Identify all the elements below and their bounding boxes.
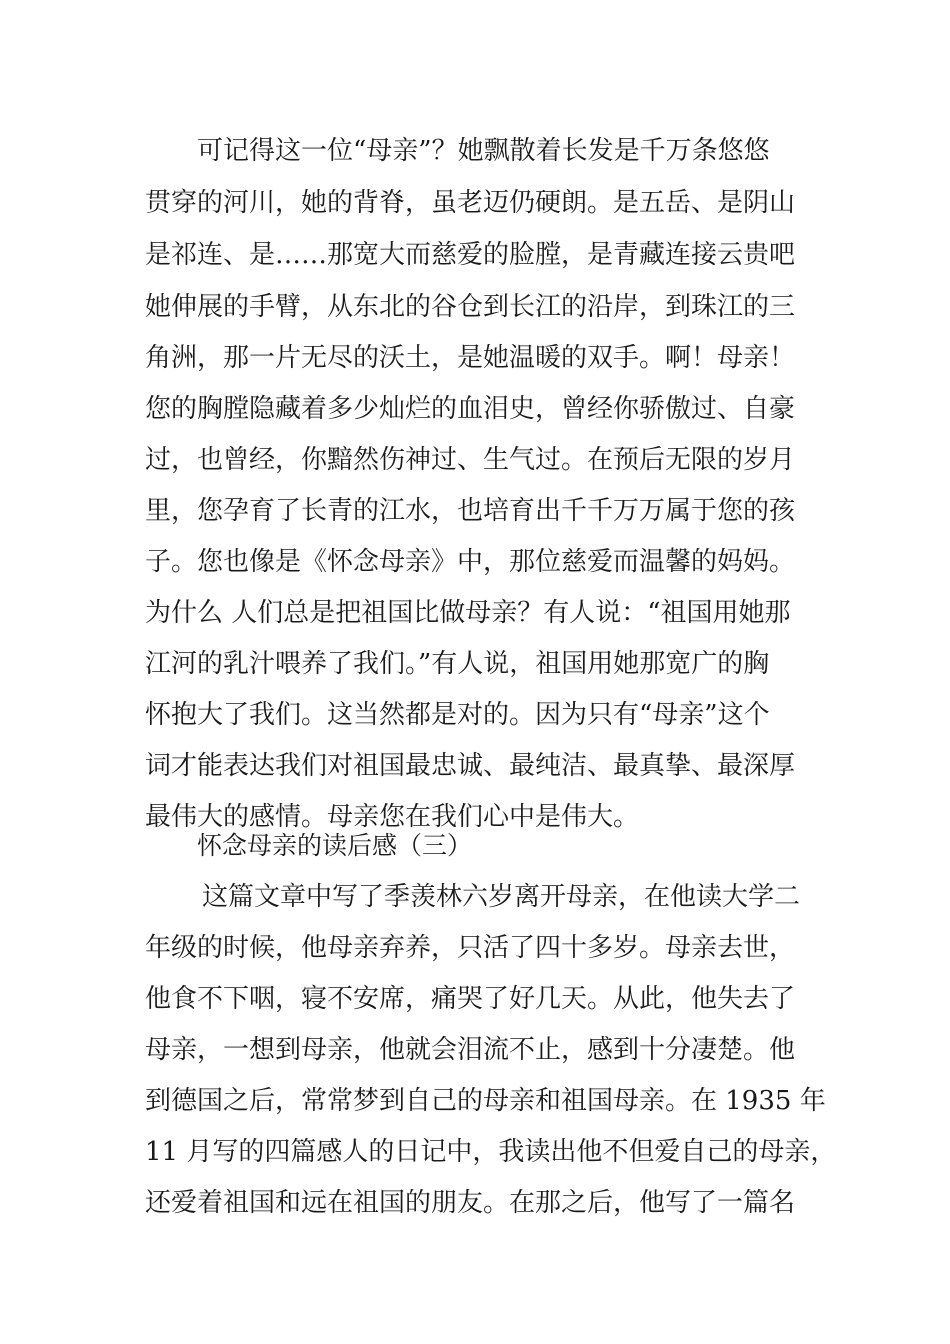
paragraph-line: 最伟大的感情。母亲您在我们心中是伟大。 — [145, 802, 640, 832]
paragraph-line: 还爱着祖国和远在祖国的朋友。在那之后，他写了一篇名 — [145, 1188, 796, 1218]
paragraph-line: 他食不下咽，寝不安席，痛哭了好几天。从此，他失去了 — [145, 984, 796, 1014]
section-heading: 怀念母亲的读后感（三） — [197, 831, 473, 860]
paragraph-line: 角洲，那一片无尽的沃土，是她温暖的双手。啊！母亲！ — [145, 343, 796, 373]
paragraph-line: 您的胸膛隐藏着多少灿烂的血泪史，曾经你骄傲过、自豪 — [145, 394, 796, 424]
paragraph-line: 她伸展的手臂，从东北的谷仓到长江的沿岸，到珠江的三 — [145, 292, 796, 322]
paragraph-line: 词才能表达我们对祖国最忠诚、最纯洁、最真挚、最深厚 — [145, 751, 796, 781]
paragraph-line: 年级的时候，他母亲弃养，只活了四十多岁。母亲去世， — [145, 933, 796, 963]
paragraph-line: 母亲，一想到母亲，他就会泪流不止，感到十分凄楚。他 — [145, 1035, 796, 1065]
paragraph-line: 贯穿的河川，她的背脊，虽老迈仍硬朗。是五岳、是阴山 — [145, 188, 796, 218]
paragraph-line: 江河的乳汁喂养了我们。”有人说，祖国用她那宽广的胸 — [145, 649, 770, 679]
paragraph-line: 里，您孕育了长青的江水，也培育出千千万万属于您的孩 — [145, 496, 796, 526]
paragraph-line: 过，也曾经，你黯然伤神过、生气过。在预后无限的岁月 — [145, 445, 796, 475]
paragraph-line: 到德国之后，常常梦到自己的母亲和祖国母亲。在 1935 年 — [145, 1086, 826, 1116]
paragraph-line: 可记得这一位“母亲”？她飘散着长发是千万条悠悠 — [197, 136, 770, 166]
paragraph-line: 这篇文章中写了季羡林六岁离开母亲，在他读大学二 — [202, 882, 801, 912]
paragraph-line: 怀抱大了我们。这当然都是对的。因为只有“母亲”这个 — [145, 700, 770, 730]
paragraph-line: 11 月写的四篇感人的日记中，我读出他不但爱自己的母亲， — [145, 1137, 837, 1167]
paragraph-line: 是祁连、是……那宽大而慈爱的脸膛，是青藏连接云贵吧 — [145, 240, 796, 270]
paragraph-line: 子。您也像是《怀念母亲》中，那位慈爱而温馨的妈妈。 — [145, 547, 796, 577]
paragraph-line: 为什么 人们总是把祖国比做母亲？有人说：“祖国用她那 — [145, 598, 791, 628]
